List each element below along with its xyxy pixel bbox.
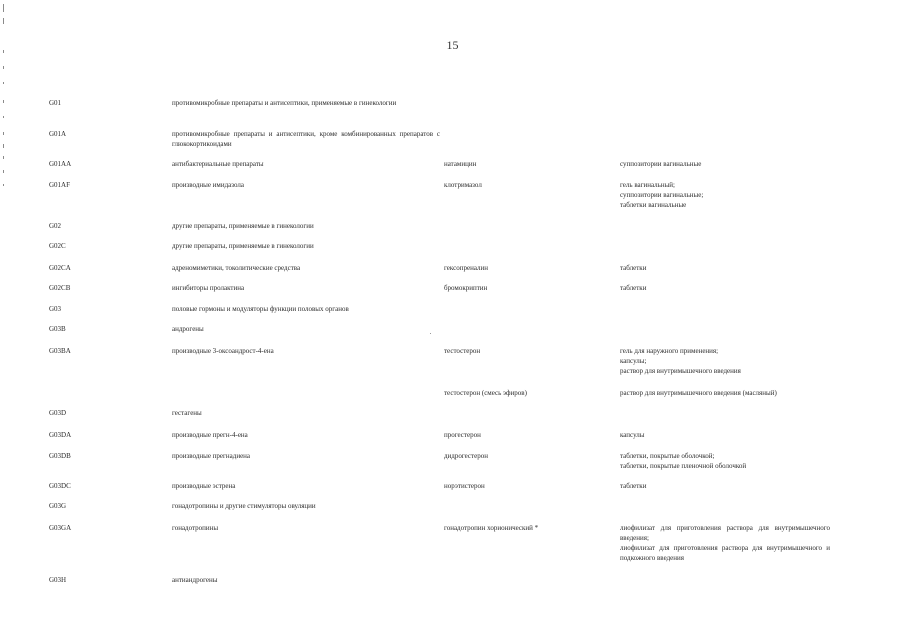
atc-group-name: половые гормоны и модуляторы функции половых органов — [172, 305, 349, 313]
page-number: 15 — [446, 38, 459, 52]
dosage-form: таблетки — [620, 284, 647, 292]
atc-code: G03DC — [49, 482, 71, 490]
atc-code: G03G — [49, 502, 67, 510]
atc-code: G02CB — [49, 284, 71, 292]
drug-name: натамицин — [444, 160, 477, 168]
atc-group-name: другие препараты, применяемые в гинекологии — [172, 242, 314, 250]
dosage-form: таблетки — [620, 264, 647, 272]
dosage-form: таблетки, покрытые оболочкой; таблетки, покрытые пленочной оболочкой — [620, 452, 747, 470]
atc-code: G02 — [49, 222, 62, 230]
drug-name: бромокриптин — [444, 284, 488, 292]
dosage-form: лиофилизат для приготовления раствора для внутримышечного введения; лиофилизат для приготовления раствора для внутримышечного и подкожного введения — [620, 524, 830, 562]
atc-code: G01AF — [49, 181, 71, 189]
atc-group-name: другие препараты, применяемые в гинекологии — [172, 222, 314, 230]
atc-code: G02C — [49, 242, 66, 250]
atc-group-name: производные имидазола — [172, 181, 245, 189]
atc-code: G03 — [49, 305, 62, 313]
drug-name: дидрогестерон — [444, 452, 488, 460]
atc-group-name: производные 3-оксоандрост-4-ена — [172, 347, 274, 355]
dosage-form: капсулы — [620, 431, 645, 439]
atc-code: G03BA — [49, 347, 71, 355]
atc-group-name: производные прегнадиена — [172, 452, 251, 460]
atc-group-name: антиандрогены — [172, 576, 218, 584]
drug-name: норэтистерон — [444, 482, 485, 490]
atc-code: G03GA — [49, 524, 72, 532]
atc-group-name: гонадотропины и другие стимуляторы овуляции — [172, 502, 316, 510]
atc-group-name: производные эстрена — [172, 482, 236, 490]
atc-code: G03DB — [49, 452, 71, 460]
drug-name: гонадотропин хорионический * — [444, 524, 539, 532]
atc-group-name: ингибиторы пролактина — [172, 284, 245, 292]
atc-code: G02CA — [49, 264, 71, 272]
atc-code: G01AA — [49, 160, 72, 168]
atc-code: G01A — [49, 130, 67, 138]
dosage-form: раствор для внутримышечного введения (масляный) — [620, 389, 777, 397]
dosage-form: гель вагинальный; суппозитории вагинальные; таблетки вагинальные — [620, 181, 704, 209]
drug-name: тестостерон — [444, 347, 481, 355]
scan-margin-marks — [3, 4, 7, 204]
atc-group-name: адреномиметики, токолитические средства — [172, 264, 301, 272]
atc-group-name: противомикробные препараты и антисептики, применяемые в гинекологии — [172, 99, 397, 107]
atc-group-name: гонадотропины — [172, 524, 219, 532]
atc-code: G03D — [49, 409, 67, 417]
atc-group-name: антибактериальные препараты — [172, 160, 264, 168]
atc-code: G01 — [49, 99, 62, 107]
atc-code: G03H — [49, 576, 67, 584]
atc-group-name: андрогены — [172, 325, 204, 333]
dosage-form: суппозитории вагинальные — [620, 160, 702, 168]
atc-code: G03B — [49, 325, 66, 333]
atc-group-name: противомикробные препараты и антисептики, кроме комбинированных препаратов с глюкокортикоидами — [172, 130, 440, 148]
atc-group-name: производные прегн-4-ена — [172, 431, 248, 439]
atc-group-name: гестагены — [172, 409, 202, 417]
atc-code: G03DA — [49, 431, 72, 439]
drug-name: прогестерон — [444, 431, 481, 439]
drug-name: гексопреналин — [444, 264, 488, 272]
dosage-form: гель для наружного применения; капсулы; раствор для внутримышечного введения — [620, 347, 741, 375]
drug-name: тестостерон (смесь эфиров) — [444, 389, 527, 397]
dosage-form: таблетки — [620, 482, 647, 490]
drug-name: клотримазол — [444, 181, 482, 189]
